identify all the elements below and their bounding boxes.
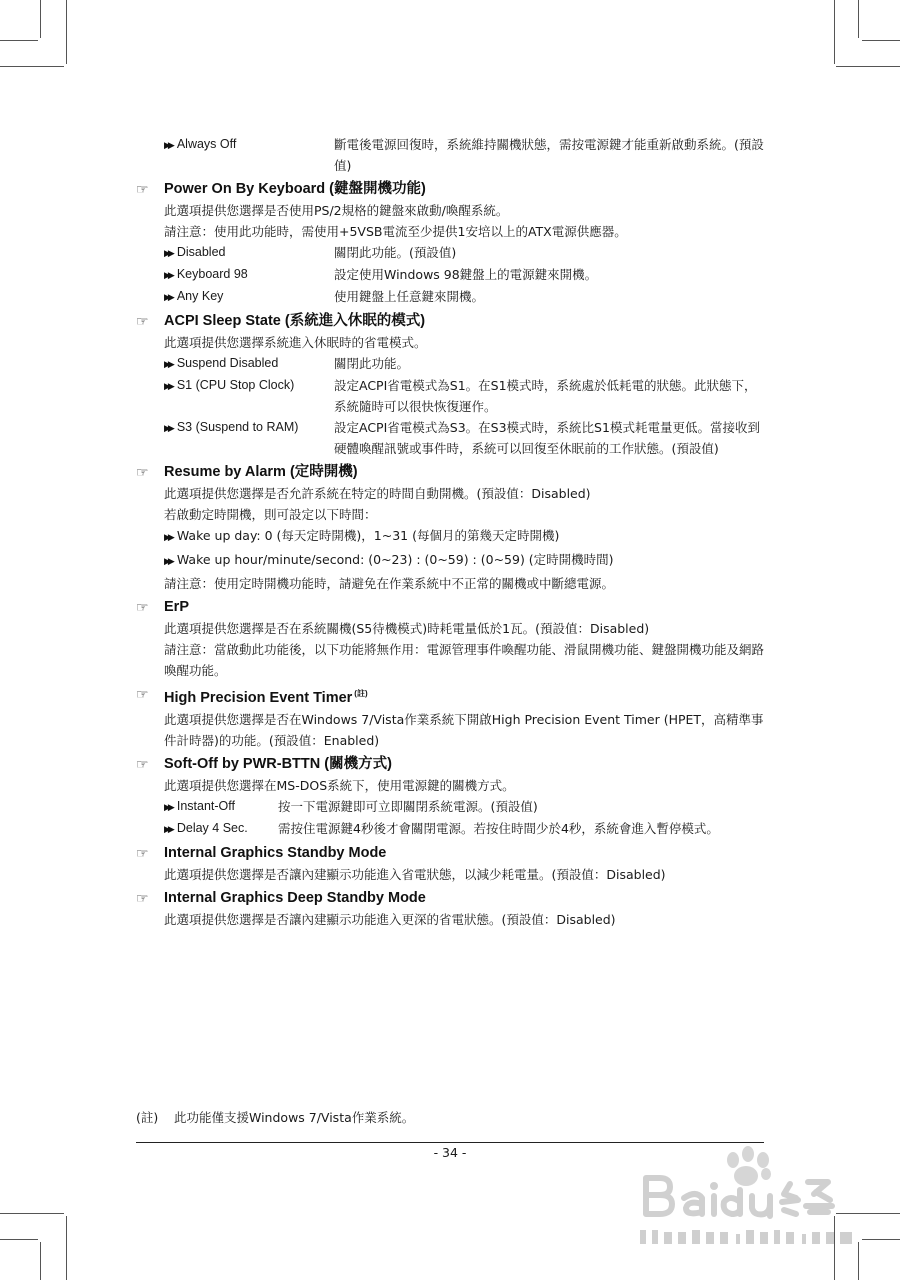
option-row [136, 134, 766, 176]
paragraph: 此選項提供您選擇系統進入休眠時的省電模式。 [164, 335, 427, 350]
section-title: ☞ Resume by Alarm (定時開機) [136, 461, 766, 483]
crop-mark [0, 1213, 64, 1214]
section-title: ☞ Internal Graphics Deep Standby Mode [136, 887, 766, 909]
crop-mark [66, 1216, 67, 1280]
double-arrow-icon: ▶▶ [164, 270, 172, 280]
option-row [136, 242, 766, 264]
paragraph: 此選項提供您選擇是否讓內建顯示功能進入省電狀態，以減少耗電量。(預設值：Disabled) [164, 866, 666, 882]
section-igfx-standby [136, 842, 766, 885]
double-arrow-icon: ▶▶ [164, 823, 172, 834]
page-number: - 34 - [433, 1145, 467, 1160]
option-row [136, 286, 766, 308]
pointing-hand-icon: ☞ [136, 181, 149, 197]
section-acpi-sleep-state [136, 310, 766, 459]
option-desc: 設定使用Windows 98鍵盤上的電源鍵來開機。 [334, 267, 598, 282]
option-desc: 按一下電源鍵即可立即關閉系統電源。(預設值) [278, 798, 538, 814]
double-arrow-icon: ▶▶ [164, 381, 172, 391]
crop-mark [834, 0, 835, 64]
section-power-on-keyboard [136, 178, 766, 308]
option-row [136, 375, 766, 417]
option-name: ▶▶ Instant-Off [164, 798, 235, 813]
paw-logo-icon [727, 1146, 771, 1186]
crop-mark [862, 40, 900, 41]
option-row [136, 353, 766, 375]
section-title: ☞ High Precision Event Timer $^{(註)}$ [136, 683, 766, 709]
paragraph: 此選項提供您選擇是否允許系統在特定的時間自動開機。(預設值：Disabled) [164, 486, 591, 501]
double-arrow-icon: ▶▶ [164, 359, 172, 369]
note: 請注意：使用定時開機功能時，請避免在作業系統中不正常的關機或中斷總電源。 [164, 576, 615, 591]
section-title: ☞ Power On By Keyboard (鍵盤開機功能) [136, 178, 766, 200]
footnote-text: 此功能僅支援Windows 7/Vista作業系統。 [174, 1110, 415, 1125]
option-desc: 關閉此功能。(預設值) [334, 245, 457, 260]
footnote-mark: (註) [136, 1110, 159, 1125]
paragraph: 請注意：當啟動此功能後，以下功能將無作用：電源管理事件喚醒功能、滑鼠開機功能、鍵盤開機功能及網路喚醒功能。 [164, 642, 765, 678]
section-title: ☞ ErP [136, 596, 766, 618]
option-desc: 設定ACPI省電模式為S1。在S1模式時，系統處於低耗電的狀態。此狀態下，系統隨時可以很快恢復運作。 [334, 378, 757, 414]
section-title: ☞ ACPI Sleep State (系統進入休眠的模式) [136, 310, 766, 332]
pointing-hand-icon: ☞ [136, 464, 149, 480]
double-arrow-icon: ▶▶ [164, 140, 172, 150]
option-name: ▶▶ S3 (Suspend to RAM) [164, 420, 299, 434]
bullet-item: ▶▶ Wake up day: 0 (每天定時開機)，1~31 (每個月的第幾天定時開機) [164, 528, 560, 543]
page-content [136, 134, 766, 930]
paragraph: 此選項提供您選擇是否使用PS/2規格的鍵盤來啟動/喚醒系統。 [164, 203, 509, 218]
crop-mark [836, 66, 900, 67]
crop-mark [40, 1242, 41, 1280]
option-name: ▶▶ S1 (CPU Stop Clock) [164, 378, 295, 392]
pointing-hand-icon: ☞ [136, 599, 149, 615]
pointing-hand-icon: ☞ [136, 844, 149, 861]
section-title: ☞ Soft-Off by PWR-BTTN (關機方式) [136, 753, 766, 775]
double-arrow-icon: ▶▶ [164, 557, 172, 567]
pointing-hand-icon: ☞ [136, 686, 149, 702]
pointing-hand-icon: ☞ [136, 313, 149, 329]
paragraph: 若啟動定時開機，則可設定以下時間： [164, 507, 377, 522]
double-arrow-icon: ▶▶ [164, 533, 172, 543]
option-desc: 關閉此功能。 [334, 356, 410, 371]
option-name: ▶▶ Suspend Disabled [164, 356, 279, 370]
footnote [136, 1108, 414, 1128]
option-row [136, 264, 766, 286]
section-igfx-deep-standby [136, 887, 766, 930]
option-name: ▶▶ Keyboard 98 [164, 267, 248, 281]
option-name: ▶▶ Always Off [164, 137, 237, 151]
paragraph: 此選項提供您選擇是否在Windows 7/Vista作業系統下開啟High Precision Event Timer (HPET，高精準事件計時器)的功能。(預設值：Enabled) [164, 711, 764, 748]
crop-mark [40, 0, 41, 38]
footnote-ref: (註) [354, 689, 368, 698]
option-row [136, 796, 766, 818]
double-arrow-icon: ▶▶ [164, 248, 172, 258]
section-soft-off [136, 753, 766, 840]
crop-mark [66, 0, 67, 64]
section-resume-by-alarm [136, 461, 766, 594]
option-name: ▶▶ Disabled [164, 245, 226, 259]
option-desc: 使用鍵盤上任意鍵來開機。 [334, 289, 485, 304]
option-row [136, 818, 766, 840]
option-row [136, 417, 766, 459]
section-erp [136, 596, 766, 681]
crop-mark [0, 1239, 38, 1240]
double-arrow-icon: ▶▶ [164, 423, 172, 433]
section-hpet [136, 683, 766, 751]
pointing-hand-icon: ☞ [136, 755, 149, 772]
crop-mark [0, 66, 64, 67]
double-arrow-icon: ▶▶ [164, 292, 172, 302]
crop-mark [858, 0, 859, 38]
option-name: ▶▶ Any Key [164, 289, 224, 303]
paragraph: 此選項提供您選擇是否讓內建顯示功能進入更深的省電狀態。(預設值：Disabled) [164, 911, 616, 927]
baidu-jingyan-watermark [640, 1140, 880, 1250]
option-desc: 設定ACPI省電模式為S3。在S3模式時，系統比S1模式耗電量更低。當接收到硬體喚醒訊號或事件時，系統可以回復至休眠前的工作狀態。(預設值) [334, 420, 760, 456]
section-title: ☞ Internal Graphics Standby Mode [136, 842, 766, 864]
paragraph: 請注意：使用此功能時，需使用+5VSB電流至少提供1安培以上的ATX電源供應器。 [164, 224, 627, 239]
pointing-hand-icon: ☞ [136, 889, 149, 906]
option-desc: 斷電後電源回復時，系統維持關機狀態，需按電源鍵才能重新啟動系統。(預設值) [334, 137, 764, 173]
crop-mark [0, 40, 38, 41]
paragraph: 此選項提供您選擇在MS-DOS系統下，使用電源鍵的關機方式。 [164, 777, 515, 793]
paragraph: 此選項提供您選擇是否在系統關機(S5待機模式)時耗電量低於1瓦。(預設值：Disabled) [164, 621, 650, 636]
bullet-item: ▶▶ Wake up hour/minute/second: (0~23) : (0~59) : (0~59) (定時開機時間) [164, 552, 614, 567]
option-desc: 需按住電源鍵4秒後才會關閉電源。若按住時間少於4秒，系統會進入暫停模式。 [278, 820, 719, 836]
option-name: ▶▶ Delay 4 Sec. [164, 820, 248, 835]
double-arrow-icon: ▶▶ [164, 801, 172, 812]
